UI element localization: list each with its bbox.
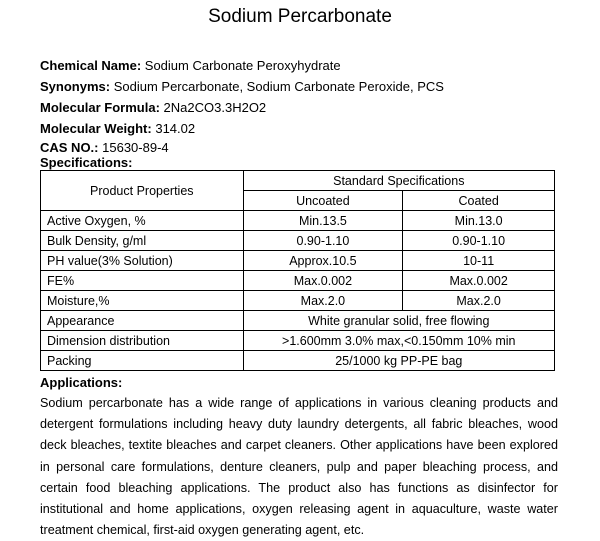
table-row <box>41 231 555 251</box>
uncoated-cell: Max.2.0 <box>243 291 403 311</box>
property-cell: Appearance <box>41 311 244 331</box>
header-standard-specifications: Standard Specifications <box>243 171 554 191</box>
specifications-table <box>40 170 555 371</box>
page-title: Sodium Percarbonate <box>208 6 392 27</box>
coated-cell: 10-11 <box>403 251 555 271</box>
coated-cell: Min.13.0 <box>403 211 555 231</box>
synonyms-line <box>40 77 444 97</box>
property-cell: Packing <box>41 351 244 371</box>
synonyms-value: Sodium Percarbonate, Sodium Carbonate Peroxide, PCS <box>113 79 444 94</box>
cas-number-label: CAS NO.: <box>40 140 99 155</box>
synonyms-label: Synonyms: <box>40 79 111 94</box>
molecular-weight-label: Molecular Weight: <box>40 121 152 136</box>
property-cell: Bulk Density, g/ml <box>41 231 244 251</box>
table-row <box>41 351 555 371</box>
property-cell: Dimension distribution <box>41 331 244 351</box>
table-header-row <box>41 171 555 191</box>
applications-paragraph: Sodium percarbonate has a wide range of applications in various cleaning products and detergent formulations including heavy duty laundry detergents, all fabric bleaches, wood deck bleaches, textite bleaches and carpet cleaners. Other applications have been explored in personal care formulations, denture cleaners, pulp and paper bleaching process, and certain food bleaching applications. The product also has functions as disinfector for institutional and home applications, oxygen releasing agent in aquaculture, waste water treatment chemical, first-aid oxygen generating agent, etc. <box>40 396 558 538</box>
property-cell: PH value(3% Solution) <box>41 251 244 271</box>
uncoated-cell: 0.90-1.10 <box>243 231 403 251</box>
chemical-name-value: Sodium Carbonate Peroxyhydrate <box>144 58 341 73</box>
uncoated-cell: Min.13.5 <box>243 211 403 231</box>
header-product-properties: Product Properties <box>41 171 244 211</box>
chemical-name-label: Chemical Name: <box>40 58 142 73</box>
coated-cell: Max.2.0 <box>403 291 555 311</box>
molecular-formula-value: 2Na2CO3.3H2O2 <box>163 100 267 115</box>
molecular-weight-line <box>40 119 195 139</box>
property-cell: Moisture,% <box>41 291 244 311</box>
uncoated-cell: Max.0.002 <box>243 271 403 291</box>
molecular-weight-value: 314.02 <box>155 121 196 136</box>
molecular-formula-label: Molecular Formula: <box>40 100 160 115</box>
table-row <box>41 291 555 311</box>
merged-value-cell: >1.600mm 3.0% max,<0.150mm 10% min <box>243 331 554 351</box>
chemical-name-line <box>40 56 341 76</box>
table-row <box>41 331 555 351</box>
table-row <box>41 251 555 271</box>
table-row <box>41 311 555 331</box>
property-cell: FE% <box>41 271 244 291</box>
table-row <box>41 211 555 231</box>
coated-cell: Max.0.002 <box>403 271 555 291</box>
merged-value-cell: 25/1000 kg PP-PE bag <box>243 351 554 371</box>
coated-cell: 0.90-1.10 <box>403 231 555 251</box>
merged-value-cell: White granular solid, free flowing <box>243 311 554 331</box>
property-cell: Active Oxygen, % <box>41 211 244 231</box>
header-coated: Coated <box>403 191 555 211</box>
molecular-formula-line <box>40 98 266 118</box>
table-row <box>41 271 555 291</box>
uncoated-cell: Approx.10.5 <box>243 251 403 271</box>
applications-heading: Applications: <box>40 375 123 390</box>
specifications-heading: Specifications: <box>40 155 133 170</box>
cas-number-value: 15630-89-4 <box>102 140 169 155</box>
header-uncoated: Uncoated <box>243 191 403 211</box>
